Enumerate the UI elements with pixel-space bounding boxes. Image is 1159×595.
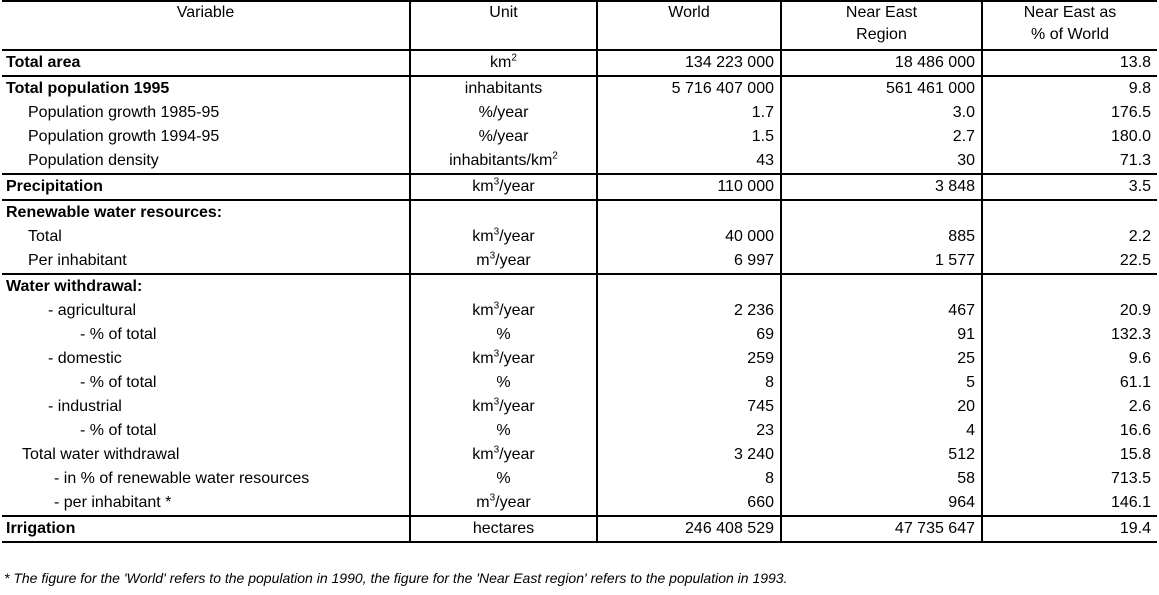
- unit-base: km: [472, 302, 494, 319]
- world-value-cell: 8: [597, 371, 781, 395]
- unit-suffix: /year: [495, 252, 531, 269]
- world-value-cell: 110 000: [597, 174, 781, 200]
- header-variable: Variable: [2, 1, 410, 50]
- unit-superscript: 3: [493, 176, 500, 188]
- world-value-cell: 3 240: [597, 443, 781, 467]
- near-east-value-cell: [781, 200, 982, 225]
- unit-suffix: /year: [499, 228, 535, 245]
- pct-of-world-cell: 9.6: [982, 347, 1157, 371]
- unit-suffix: /year: [499, 446, 535, 463]
- unit-cell: [410, 491, 597, 516]
- pct-of-world-cell: 146.1: [982, 491, 1157, 516]
- unit-cell: [410, 149, 597, 174]
- unit-base: hectares: [472, 520, 535, 537]
- pct-of-world-cell: 176.5: [982, 101, 1157, 125]
- variable-cell: Precipitation: [2, 174, 410, 200]
- variable-cell: - industrial: [48, 398, 122, 415]
- header-near-east-line2: Region: [856, 26, 907, 43]
- world-value-cell: 2 236: [597, 299, 781, 323]
- unit-suffix: /year: [499, 398, 535, 415]
- unit-base: m: [476, 252, 490, 269]
- unit-suffix: /year: [499, 350, 535, 367]
- table-row: [2, 516, 1157, 542]
- unit-base: km: [472, 350, 494, 367]
- pct-of-world-cell: 16.6: [982, 419, 1157, 443]
- unit-base: %: [496, 374, 511, 391]
- table-row: [2, 200, 1157, 225]
- unit-cell: [410, 516, 597, 542]
- unit-superscript: 3: [493, 300, 500, 312]
- pct-of-world-cell: 13.8: [982, 50, 1157, 76]
- world-value-cell: 246 408 529: [597, 516, 781, 542]
- pct-of-world-cell: 2.2: [982, 225, 1157, 249]
- variable-cell: Per inhabitant: [2, 249, 410, 274]
- variable-cell: - agricultural: [48, 302, 137, 319]
- pct-of-world-cell: 713.5: [982, 467, 1157, 491]
- near-east-value-cell: 467: [781, 299, 982, 323]
- unit-cell: [410, 467, 597, 491]
- unit-superscript: 3: [493, 396, 500, 408]
- near-east-value-cell: 47 735 647: [781, 516, 982, 542]
- table-row: [2, 149, 1157, 174]
- header-pct-line1: Near East as: [1023, 4, 1117, 21]
- unit-superscript: 3: [493, 444, 500, 456]
- near-east-value-cell: 2.7: [781, 125, 982, 149]
- world-value-cell: 40 000: [597, 225, 781, 249]
- variable-cell: Irrigation: [2, 516, 410, 542]
- unit-base: %/year: [478, 128, 529, 145]
- near-east-value-cell: 3 848: [781, 174, 982, 200]
- pct-of-world-cell: 2.6: [982, 395, 1157, 419]
- unit-superscript: 2: [511, 52, 517, 64]
- near-east-value-cell: 512: [781, 443, 982, 467]
- world-value-cell: 1.5: [597, 125, 781, 149]
- unit-base: km: [490, 54, 512, 71]
- near-east-value-cell: 3.0: [781, 101, 982, 125]
- near-east-value-cell: 561 461 000: [781, 76, 982, 101]
- unit-superscript: 3: [493, 226, 500, 238]
- variable-cell: - per inhabitant *: [2, 491, 410, 516]
- world-value-cell: 69: [597, 323, 781, 347]
- near-east-value-cell: 885: [781, 225, 982, 249]
- unit-superscript: 2: [552, 150, 558, 162]
- pct-of-world-cell: 15.8: [982, 443, 1157, 467]
- world-value-cell: 745: [597, 395, 781, 419]
- table-row: [2, 274, 1157, 299]
- header-unit: Unit: [410, 1, 597, 50]
- footnote: * The figure for the 'World' refers to the population in 1990, the figure for the 'Near East region' refers to the population in 1993.: [4, 570, 788, 586]
- header-near-east-pct: [982, 1, 1157, 50]
- world-value-cell: [597, 200, 781, 225]
- table-row: [2, 371, 1157, 395]
- near-east-value-cell: 91: [781, 323, 982, 347]
- table-row: [2, 299, 1157, 323]
- table-row: [2, 101, 1157, 125]
- unit-cell: [410, 125, 597, 149]
- unit-suffix: /year: [499, 302, 535, 319]
- variable-cell: Renewable water resources:: [6, 204, 223, 221]
- table-row: [2, 249, 1157, 274]
- world-value-cell: 6 997: [597, 249, 781, 274]
- table-row: [2, 76, 1157, 101]
- unit-cell: [410, 395, 597, 419]
- pct-of-world-cell: 22.5: [982, 249, 1157, 274]
- unit-base: %: [496, 326, 511, 343]
- world-value-cell: 5 716 407 000: [597, 76, 781, 101]
- variable-cell: - % of total: [80, 374, 157, 391]
- pct-of-world-cell: 20.9: [982, 299, 1157, 323]
- world-value-cell: 43: [597, 149, 781, 174]
- near-east-value-cell: 4: [781, 419, 982, 443]
- unit-cell: [410, 249, 597, 274]
- near-east-value-cell: 20: [781, 395, 982, 419]
- pct-of-world-cell: 180.0: [982, 125, 1157, 149]
- unit-base: km: [472, 446, 494, 463]
- unit-cell: [410, 347, 597, 371]
- pct-of-world-cell: 19.4: [982, 516, 1157, 542]
- variable-cell: - domestic: [48, 350, 122, 367]
- header-pct-line2: % of World: [1031, 26, 1109, 43]
- header-world: World: [597, 1, 781, 50]
- table-row: [2, 419, 1157, 443]
- variable-cell: - % of total: [80, 326, 157, 343]
- unit-suffix: /year: [499, 178, 535, 195]
- unit-cell: [410, 50, 597, 76]
- variable-cell: Total area: [2, 50, 410, 76]
- table-row: [2, 395, 1157, 419]
- unit-cell: [410, 443, 597, 467]
- pct-of-world-cell: [982, 274, 1157, 299]
- unit-suffix: /year: [495, 494, 531, 511]
- header-near-east-line1: Near East: [845, 4, 918, 21]
- unit-base: %/year: [478, 104, 529, 121]
- unit-cell: [410, 323, 597, 347]
- near-east-value-cell: 1 577: [781, 249, 982, 274]
- pct-of-world-cell: 3.5: [982, 174, 1157, 200]
- unit-base: km: [472, 398, 494, 415]
- variable-cell: Population growth 1994-95: [28, 128, 220, 145]
- table-row: [2, 125, 1157, 149]
- unit-base: %: [496, 470, 511, 487]
- world-value-cell: [597, 274, 781, 299]
- near-east-value-cell: 18 486 000: [781, 50, 982, 76]
- variable-cell: Total water withdrawal: [22, 446, 180, 463]
- variable-cell: Population growth 1985-95: [28, 104, 220, 121]
- header-near-east-region: [781, 1, 982, 50]
- unit-cell: [410, 225, 597, 249]
- near-east-value-cell: 964: [781, 491, 982, 516]
- near-east-value-cell: 30: [781, 149, 982, 174]
- unit-base: inhabitants/km: [449, 152, 553, 169]
- header-row: [2, 1, 1157, 50]
- unit-superscript: 3: [489, 492, 496, 504]
- unit-superscript: 3: [489, 250, 496, 262]
- table-row: [2, 443, 1157, 467]
- world-value-cell: 660: [597, 491, 781, 516]
- table-row: [2, 50, 1157, 76]
- near-east-value-cell: [781, 274, 982, 299]
- water-resources-table: [2, 0, 1157, 543]
- table-row: [2, 174, 1157, 200]
- near-east-value-cell: 58: [781, 467, 982, 491]
- world-value-cell: 259: [597, 347, 781, 371]
- variable-cell: Total population 1995: [6, 80, 170, 97]
- variable-cell: Water withdrawal:: [6, 278, 143, 295]
- table-row: [2, 347, 1157, 371]
- unit-base: m: [476, 494, 490, 511]
- variable-cell: - in % of renewable water resources: [54, 470, 310, 487]
- table-row: [2, 225, 1157, 249]
- pct-of-world-cell: 9.8: [982, 76, 1157, 101]
- world-value-cell: 1.7: [597, 101, 781, 125]
- table-row: [2, 323, 1157, 347]
- pct-of-world-cell: [982, 200, 1157, 225]
- unit-cell: [410, 371, 597, 395]
- pct-of-world-cell: 61.1: [982, 371, 1157, 395]
- pct-of-world-cell: 71.3: [982, 149, 1157, 174]
- table-row: [2, 491, 1157, 516]
- unit-base: km: [472, 178, 494, 195]
- unit-superscript: 3: [493, 348, 500, 360]
- world-value-cell: 23: [597, 419, 781, 443]
- table-row: [2, 467, 1157, 491]
- unit-cell: [410, 299, 597, 323]
- variable-cell: - % of total: [80, 422, 157, 439]
- world-value-cell: 8: [597, 467, 781, 491]
- variable-cell: Total: [28, 228, 62, 245]
- world-value-cell: 134 223 000: [597, 50, 781, 76]
- unit-cell: [410, 419, 597, 443]
- near-east-value-cell: 25: [781, 347, 982, 371]
- unit-cell: [410, 101, 597, 125]
- unit-cell: [410, 174, 597, 200]
- unit-cell: [410, 76, 597, 101]
- unit-base: inhabitants: [464, 80, 543, 97]
- unit-cell: [410, 274, 597, 299]
- unit-cell: [410, 200, 597, 225]
- unit-base: km: [472, 228, 494, 245]
- unit-base: %: [496, 422, 511, 439]
- pct-of-world-cell: 132.3: [982, 323, 1157, 347]
- variable-cell: Population density: [28, 152, 159, 169]
- near-east-value-cell: 5: [781, 371, 982, 395]
